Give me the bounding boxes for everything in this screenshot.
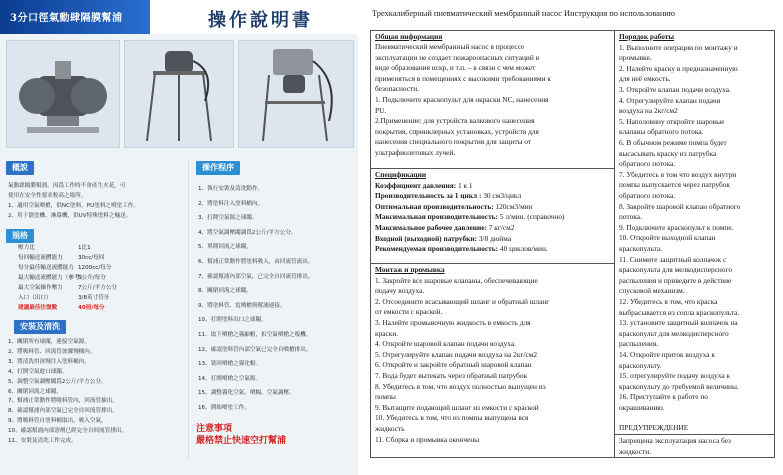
product-photos: [6, 40, 354, 148]
spec-ru-key: Максимальное рабочее давление:: [375, 223, 487, 232]
section-divider: [371, 263, 614, 264]
procedure-ru-line: обратного потока.: [619, 191, 676, 200]
general-line: применяться в помещениях с высокими требованиями к: [375, 73, 551, 83]
spec-ru-value: 40 циклов/мин.: [498, 244, 548, 254]
spec-ru-value: 7 кг/см2: [486, 223, 515, 232]
general-line: виде образования искр, и т.п. – в связи с чем может: [375, 63, 536, 73]
warning-title: 注意事項: [196, 424, 233, 434]
procedure-ru-line: распыления.: [619, 339, 659, 349]
spec-note-value: 40冊/每分: [78, 305, 105, 311]
procedure-ru-line: клапаны обратного потока.: [619, 127, 704, 137]
procedure-step: 2、將塗料注入塗料桶內。: [198, 200, 264, 207]
left-column-box: [370, 30, 615, 458]
procedure-step: 12、確認塗料管內部空氣已完全自噴槍排出。: [198, 346, 312, 353]
general-line: ультрафиолетовых лучей.: [375, 148, 456, 157]
mounting-line: 6. Откройте и закройте обратный шаровой клапан: [375, 360, 532, 370]
procedure-ru-line: 15. отрегулируйте подачу воздуха к: [619, 371, 731, 381]
procedure-ru-line: краскопульту.: [619, 360, 662, 370]
general-line: PU.: [375, 105, 387, 115]
spec-ru-key: Максимальная производительность:: [375, 212, 499, 222]
mounting-line: 1. Закройте все шаровые клапаны, обеспечивающие: [375, 275, 538, 285]
spec-ru-key: Оптимальная производительность:: [375, 201, 494, 211]
install-step: 7、幫浦正常動作將吸料管內，回流管抽出。: [8, 398, 118, 405]
general-line: покрытия, спринклерных установках, устройств для: [375, 126, 539, 136]
procedure-ru-line: краскопульт для мелкодисперсного: [619, 328, 729, 338]
mounting-line: 5. Отрегулируйте клапан подачи воздуха на 2кг/см2: [375, 349, 538, 359]
spec-value: 1比1: [78, 245, 91, 251]
install-step: 10、確認幫浦內部溶劑已經完全自回流管排出。: [8, 428, 127, 435]
spec-ru-row: [375, 212, 564, 223]
right-column-box: [615, 30, 775, 458]
procedure-step: 1、執行安裝及清洗動作。: [198, 186, 264, 192]
procedure-ru-line: для неё емкость.: [619, 74, 671, 84]
mounting-line: жидкость: [375, 424, 405, 433]
procedure-step: 8、關閉回流之球閥。: [198, 288, 252, 295]
procedure-ru-line: выбрасывается из сопла краскопульта.: [619, 307, 740, 317]
mounting-line: 4. Откройте шаровой клапан подачи воздуха.: [375, 339, 516, 349]
procedure-step: 6、幫浦正常動作將塗料吸入，由回流管流出。: [198, 258, 314, 265]
spec-note-label: 建議最佳往復數: [18, 305, 58, 311]
spec-key: 每分最佳輸送流體能力: [18, 265, 74, 271]
spec-ru-value: 3/8 дюйма: [477, 233, 512, 243]
spec-key: 每回輸送流體能力: [18, 255, 63, 261]
spec-row: [18, 294, 188, 304]
spec-ru-key: Коэффициент давления:: [375, 180, 457, 190]
procedure-heading: 操作程序: [196, 161, 240, 175]
procedure-ru-line: окрашиванию.: [619, 403, 665, 412]
mounting-line: подачу воздуха.: [375, 286, 425, 296]
procedure-step: 14、打開噴槍之空氣源。: [198, 375, 262, 382]
pump-on-stand-illustration: [125, 41, 233, 147]
spec-value: 3/8英寸管牙: [78, 295, 110, 301]
spec-row: [18, 264, 188, 274]
mounting-line: краски.: [375, 328, 399, 338]
procedure-step: 16、開始噴塗工作。: [198, 404, 250, 411]
section-divider: [371, 168, 614, 169]
general-line: 2.Применение: для устройств валкового нанесения: [375, 116, 535, 126]
install-step: 6、關閉回流之球閥。: [8, 388, 62, 395]
spec-value: 30cc/每回: [78, 255, 105, 261]
install-step: 3、將清洗用溶劑注入塗料桶內。: [8, 358, 90, 365]
procedure-step: 9、將塗料管、霓噴槍與幫浦連接。: [198, 302, 286, 309]
procedure-ru-line: 13. установите защитный колпачок на: [619, 318, 738, 328]
procedure-step: 10、打開塗料出口之球閥。: [198, 317, 267, 324]
spec-ru-row: [375, 191, 521, 202]
procedure-step: 4、將空氣調壓閥調爲2公斤/平方公分。: [198, 229, 297, 236]
procedure-ru-line: распыления и приведите в действие: [619, 275, 732, 285]
spec-key: 入口（出口）: [18, 295, 52, 301]
warning-ru-title: ПРЕДУПРЕЖДЕНИЕ: [619, 423, 689, 432]
install-step: 5、調整空氣調壓閥爲2公斤/平方公分。: [8, 378, 107, 385]
install-step: 1、關閉所有球閥，連接空氣源。: [8, 339, 90, 345]
spec-ru-value: 5 л/мин. (справочно): [498, 212, 565, 222]
chinese-manual-panel: [0, 0, 358, 475]
pump-photo-1: [6, 40, 120, 148]
mounting-line: 3. Налейте промывочную жидкость в емкость для: [375, 318, 531, 327]
spec-ru-value: 1 к 1: [456, 180, 473, 190]
warning-block: [196, 423, 286, 447]
procedure-ru-line: обратного потока.: [619, 159, 676, 169]
mounting-line: 9. Вытащите подающий шланг из емкости с краской: [375, 402, 539, 412]
install-step: 2、將吸料管、回流管放滌劑桶內。: [8, 348, 96, 355]
spec-key: 壓力比: [18, 245, 35, 251]
overview-text: [8, 182, 139, 222]
install-heading: 安裝及清洗: [14, 320, 66, 334]
general-line: эксплуатации не создает пожароопасных ситуаций в: [375, 52, 540, 62]
install-step: 9、將吸料管自塗料桶取出，吸入空氣。: [8, 418, 107, 425]
spec-ru-key: Производительность за 1 цикл :: [375, 191, 482, 201]
procedure-ru-line: воздуха на 2кг/см2: [619, 106, 678, 116]
manual-banner: [0, 0, 358, 34]
specs-ru-heading: Спецификации: [375, 170, 427, 179]
procedure-ru-line: помпы выпускается через патрубок: [619, 180, 730, 190]
banner-product-title: 3分口徑氣動肆隔膜幫浦: [10, 13, 123, 24]
spec-ru-row: [375, 181, 473, 192]
spec-value: 7公斤/平方公分: [78, 285, 118, 291]
spec-ru-key: Входной (выходной) патрубки:: [375, 233, 478, 243]
overview-line: 2、用于滾塗機、淋幕機，供UV特殊塗料之輸送。: [8, 212, 132, 219]
spec-row: [18, 284, 188, 294]
spec-ru-row: [375, 202, 533, 213]
procedure-ru-line: краскопульта.: [619, 244, 663, 253]
spec-note: [18, 304, 188, 314]
procedure-ru-line: 16. Приступайте к работе по: [619, 392, 708, 402]
banner-product-strip: [0, 0, 150, 34]
install-steps: [8, 338, 127, 447]
warning-ru-line: Запрещена эксплуатация насоса без: [619, 436, 731, 445]
spec-value: 5公升/每分: [78, 275, 106, 281]
mounting-line: 10. Убедитесь в том, что из помпы выпущена вся: [375, 413, 529, 423]
procedure-steps: [198, 182, 313, 416]
procedure-step: 15、調整霧化空氣、噴幅、空氣調壓。: [198, 390, 295, 397]
spec-ru-row: [375, 244, 548, 255]
mounting-line: от емкости с краской.: [375, 307, 443, 317]
procedure-ru-line: 2. Налейте краску в предназначенную: [619, 63, 738, 73]
install-step: 11、安裝及清洗工作完成。: [8, 438, 77, 445]
procedure-step: 11、取下噴槍之霧縮帽，扣空氣噴槍之板機。: [198, 331, 312, 338]
mounting-line: помпы: [375, 392, 396, 402]
mounting-line: 2. Отсоедините всасывающий шланг и обратный шланг: [375, 296, 550, 306]
spec-key: 最大空氣操作壓力: [18, 285, 63, 291]
mounting-line: 7. Вода будет вытекать через обратный патрубок: [375, 371, 528, 380]
mounting-line: 8. Убедитесь в том, что воздух полностью выпущен из: [375, 381, 546, 391]
procedure-ru-line: 12. Убедитесь в том, что краска: [619, 297, 718, 306]
spec-row: [18, 244, 188, 254]
spec-ru-key: Рекомендуемая производительность:: [375, 244, 499, 254]
spec-ru-value: 30 см3/цикл: [481, 191, 522, 201]
procedure-ru-line: 14. Откройте приток воздуха к: [619, 350, 715, 359]
warning-ru-line: жидкости.: [619, 446, 652, 456]
general-line: безопасности.: [375, 84, 419, 94]
procedure-ru-line: 11. Снимите защитный колпачок с: [619, 254, 727, 264]
procedure-ru-line: краскопульту до требуемой величины.: [619, 381, 739, 391]
spec-value: 1200cc/每分: [78, 265, 112, 271]
procedure-ru-line: высасывать краску из патрубка: [619, 148, 717, 158]
procedure-step: 7、確認幫浦內部空氣，已完全自回流管排出。: [198, 273, 314, 280]
overview-line: 氣動肆隔膜幫浦，因爲工作時不會產生火花，可: [8, 183, 126, 189]
procedure-ru-line: 3. Откройте клапан подачи воздуха.: [619, 85, 731, 94]
general-line: 1. Подключите краскопульт для окраски NC, нанесения: [375, 95, 549, 104]
manual-title: 操作說明書: [208, 10, 313, 31]
procedure-step: 3、打開空氣源之球閥。: [198, 215, 258, 222]
procedure-step: 5、單開回流之球閥。: [198, 244, 252, 251]
general-heading: Общая информация: [375, 32, 443, 41]
document-title: Трехкалиберный пневматический мембранный насос Инструкция по использованию: [372, 9, 676, 18]
procedure-ru-heading: Порядок работы: [619, 32, 675, 41]
overview-heading: 概說: [6, 161, 34, 175]
procedure-ru-line: 7. Убедитесь в том что воздух внутри: [619, 169, 737, 179]
procedure-ru-line: 8. Закройте шаровой клапан обратного: [619, 201, 741, 211]
warning-text: 嚴格禁止快速空打幫浦: [196, 436, 287, 446]
warning-divider: [615, 434, 774, 435]
overview-line: 使用在安全性要求較高之場所。: [8, 192, 87, 199]
spec-ru-row: [375, 234, 511, 245]
diaphragm-pump-illustration: [7, 41, 119, 147]
procedure-ru-line: 9. Подключите краскопульт к помпе.: [619, 222, 734, 232]
spec-row: [18, 254, 188, 264]
column-divider: [188, 160, 189, 460]
procedure-ru-line: 6. В обычном режиме помпа будет: [619, 138, 727, 147]
russian-manual-panel: [362, 0, 783, 475]
pump-photo-2: [124, 40, 234, 148]
spec-key: 最大輸送流體能力（參考）: [18, 275, 86, 281]
procedure-step: 13、裝回噴槍之霧化帽。: [198, 361, 262, 368]
procedure-ru-line: промывке.: [619, 53, 652, 63]
specs-heading: 規格: [6, 229, 34, 243]
procedure-ru-line: 1. Выполните операции по монтажу и: [619, 42, 738, 52]
mounting-heading: Монтаж и промывка: [375, 265, 445, 274]
spec-ru-value: 120см3/мин: [493, 201, 533, 211]
pump-with-tank-illustration: [239, 41, 353, 147]
general-line: Пневматический мембранный насос в процессе: [375, 42, 525, 51]
mounting-line: 11. Сборка и промывка окончены: [375, 434, 480, 444]
procedure-ru-line: спусковой механизм.: [619, 286, 685, 296]
procedure-ru-line: 4. Отрегулируйте клапан подачи: [619, 95, 721, 105]
procedure-ru-line: 5. Наполовину откройте шаровые: [619, 116, 725, 126]
procedure-ru-line: краскопульта для мелкодисперсного: [619, 265, 733, 275]
spec-row: [18, 274, 188, 284]
overview-line: 1、適用空氣噴槍，供NC塗料，PU塗料之噴塗工作。: [8, 202, 139, 209]
install-step: 4、打開空氣進口球閥。: [8, 368, 68, 375]
install-step: 8、確認幫浦內部空氣已完全自回流管排出。: [8, 408, 118, 415]
pump-photo-3: [238, 40, 354, 148]
procedure-ru-line: 10. Откройте выходной клапан: [619, 233, 716, 243]
procedure-ru-line: потока.: [619, 212, 642, 222]
general-line: нанесения специального покрытия для защиты от: [375, 137, 532, 147]
spec-ru-row: [375, 223, 515, 234]
